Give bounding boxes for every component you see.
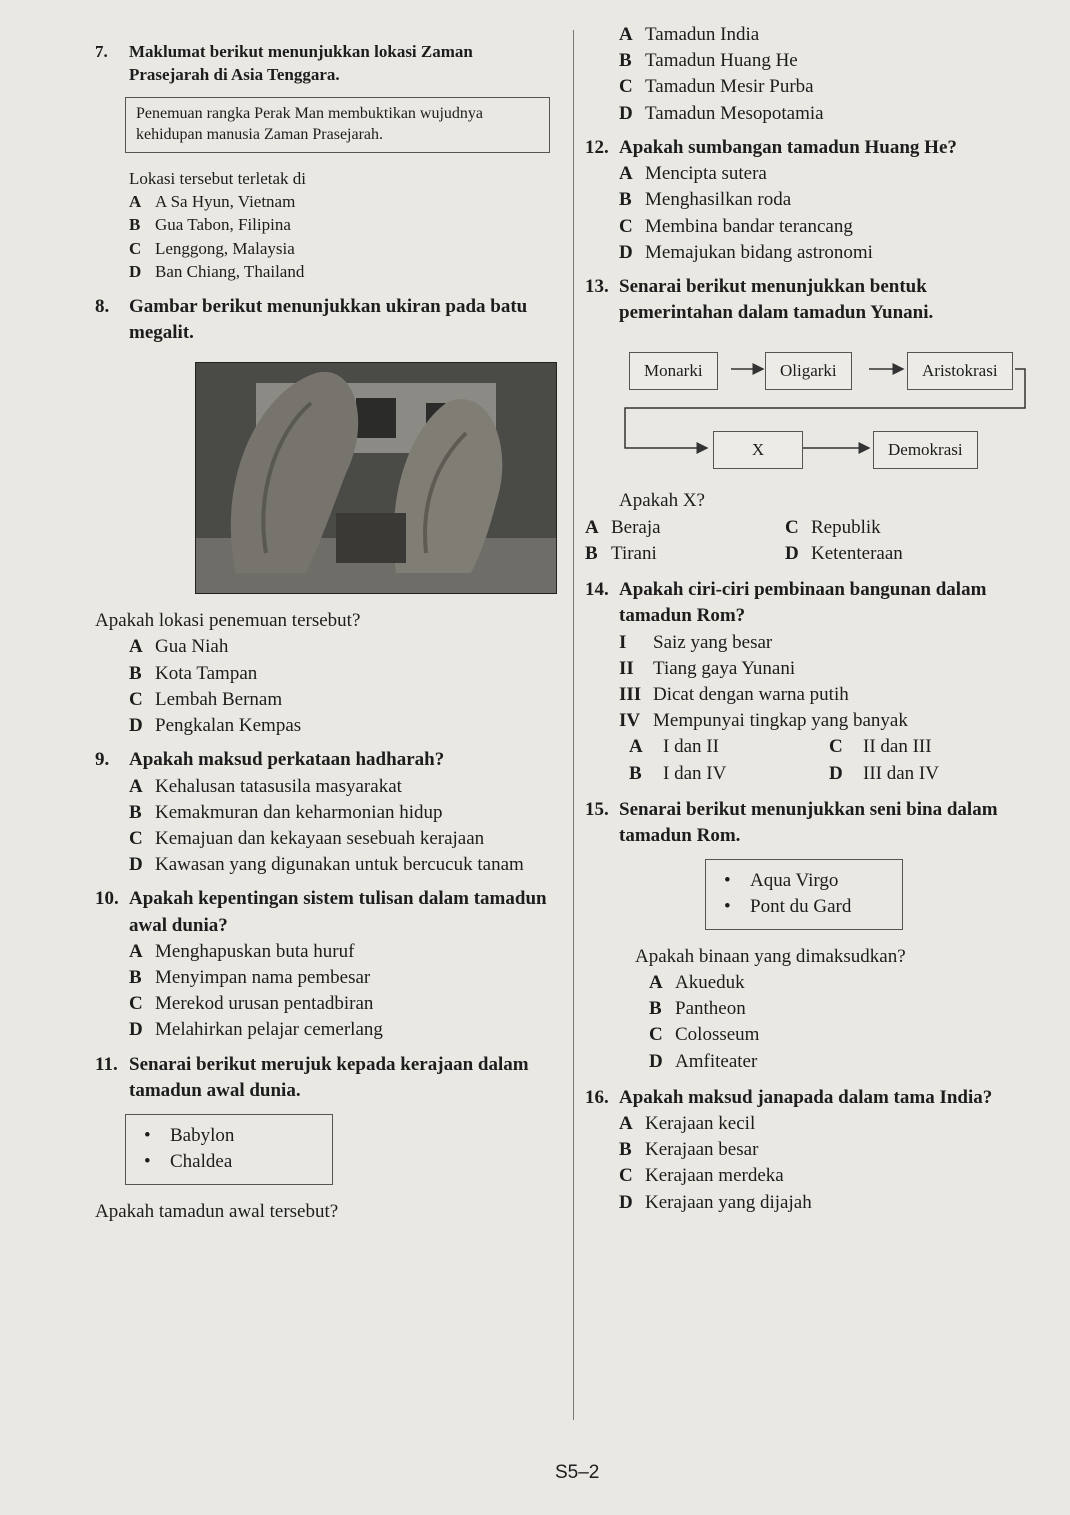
option-c[interactable]: C Colosseum	[649, 1024, 760, 1046]
list-box	[125, 1114, 333, 1184]
option-c[interactable]: C Tamadun Mesir Purba	[619, 76, 814, 98]
megalith-image-icon	[196, 363, 556, 593]
question-number: 12.	[585, 136, 609, 158]
option-d[interactable]: D Ban Chiang, Thailand	[129, 262, 305, 282]
option-a[interactable]: A Kehalusan tatasusila masyarakat	[129, 775, 402, 797]
question-text: Senarai berikut merujuk kepada kerajaan dalam tamadun awal dunia.	[129, 1053, 529, 1101]
option-b[interactable]: B Menyimpan nama pembesar	[129, 967, 371, 989]
option-d[interactable]: D Pengkalan Kempas	[129, 715, 302, 737]
question-number: 7.	[95, 42, 108, 61]
page-number: S5–2	[555, 1462, 600, 1483]
statement-3: III Dicat dengan warna putih	[619, 683, 849, 705]
flow-node-oligarki: Oligarki	[765, 352, 852, 389]
option-b[interactable]: B Kerajaan besar	[619, 1139, 759, 1161]
option-b[interactable]: B Gua Tabon, Filipina	[129, 215, 291, 235]
option-a[interactable]: A A Sa Hyun, Vietnam	[129, 191, 296, 211]
option-a[interactable]: A Tamadun India	[619, 24, 760, 45]
question-stem: Apakah binaan yang dimaksudkan?	[635, 945, 906, 967]
question-number: 11.	[95, 1053, 118, 1075]
option-d[interactable]: D Kerajaan yang dijajah	[619, 1191, 812, 1213]
question-text: Apakah sumbangan tamadun Huang He?	[619, 136, 957, 158]
question-text: Apakah ciri-ciri pembinaan bangunan dalam tamadun Rom?	[619, 579, 987, 627]
statement-1: I Saiz yang besar	[619, 631, 773, 653]
question-stem: Apakah lokasi penemuan tersebut?	[95, 610, 361, 632]
question-text: Apakah kepentingan sistem tulisan dalam tamadun awal dunia?	[129, 888, 547, 936]
question-text: Senarai berikut menunjukkan seni bina dalam tamadun Rom.	[619, 798, 998, 847]
list-item: • Pont du Gard	[724, 894, 884, 920]
flow-node-monarki: Monarki	[629, 352, 718, 389]
megalith-photo	[195, 362, 557, 594]
option-c[interactable]: C Republik	[785, 516, 881, 538]
option-a[interactable]: A Akueduk	[649, 971, 745, 993]
question-text: Apakah maksud perkataan hadharah?	[129, 749, 445, 771]
question-16	[585, 1085, 1035, 1216]
option-b[interactable]: B Menghasilkan roda	[619, 189, 792, 211]
question-7	[95, 40, 550, 284]
question-12	[585, 135, 1035, 266]
right-column	[585, 22, 1035, 1220]
question-14	[585, 577, 1035, 787]
question-text: Apakah maksud janapada dalam tama India?	[619, 1086, 993, 1108]
question-text: Senarai berikut menunjukkan bentuk pemerintahan dalam tamadun Yunani.	[619, 275, 934, 324]
option-d[interactable]: D Kawasan yang digunakan untuk bercucuk tanam	[129, 854, 524, 876]
option-d[interactable]: D Ketenteraan	[785, 542, 903, 564]
statement-2: II Tiang gaya Yunani	[619, 657, 796, 679]
option-b[interactable]: B Tamadun Huang He	[619, 50, 798, 72]
list-item: • Chaldea	[144, 1149, 314, 1175]
option-c[interactable]: C II dan III	[829, 736, 932, 758]
list-item: • Babylon	[144, 1123, 314, 1149]
question-stem: Apakah tamadun awal tersebut?	[95, 1200, 339, 1222]
question-number: 14.	[585, 579, 609, 601]
question-15	[585, 797, 1035, 1075]
option-c[interactable]: C Lenggong, Malaysia	[129, 238, 295, 258]
question-text: Maklumat berikut menunjukkan lokasi Zaman Prasejarah di Asia Tenggara.	[129, 42, 473, 85]
option-a[interactable]: A Mencipta sutera	[619, 163, 767, 185]
question-number: 15.	[585, 798, 609, 820]
option-c[interactable]: C Kemajuan dan kekayaan sesebuah kerajaan	[129, 827, 485, 849]
flow-node-demokrasi: Demokrasi	[873, 431, 978, 468]
option-d[interactable]: D III dan IV	[829, 762, 939, 784]
option-b[interactable]: B I dan IV	[629, 762, 727, 784]
question-text: Gambar berikut menunjukkan ukiran pada batu megalit.	[129, 295, 528, 343]
option-b[interactable]: B Tirani	[585, 542, 657, 564]
government-flow-diagram	[615, 336, 1035, 476]
option-b[interactable]: B Kemakmuran dan keharmonian hidup	[129, 801, 443, 823]
question-number: 8.	[95, 295, 110, 317]
option-c[interactable]: C Membina bandar terancang	[619, 215, 853, 237]
question-8	[95, 294, 550, 740]
left-column	[95, 40, 550, 1229]
question-number: 9.	[95, 749, 110, 771]
option-a[interactable]: A Menghapuskan buta huruf	[129, 940, 355, 962]
flow-node-x: X	[713, 431, 803, 468]
column-divider	[573, 30, 574, 1420]
question-number: 16.	[585, 1086, 609, 1108]
option-d[interactable]: D Melahirkan pelajar cemerlang	[129, 1019, 383, 1041]
option-d[interactable]: D Memajukan bidang astronomi	[619, 241, 873, 263]
option-c[interactable]: C Merekod urusan pentadbiran	[129, 993, 374, 1015]
question-13	[585, 274, 1035, 567]
list-box	[705, 859, 903, 929]
info-box: Penemuan rangka Perak Man membuktikan wujudnya kehidupan manusia Zaman Prasejarah.	[125, 97, 550, 153]
option-a[interactable]: A Kerajaan kecil	[619, 1113, 756, 1134]
option-b[interactable]: B Kota Tampan	[129, 662, 258, 684]
question-9	[95, 747, 550, 878]
question-11-options	[585, 22, 1035, 127]
option-b[interactable]: B Pantheon	[649, 998, 746, 1020]
option-d[interactable]: D Tamadun Mesopotamia	[619, 102, 824, 124]
question-10	[95, 886, 550, 1043]
list-item: • Aqua Virgo	[724, 868, 884, 894]
option-a[interactable]: A Beraja	[585, 516, 661, 538]
flow-node-aristokrasi: Aristokrasi	[907, 352, 1013, 389]
statement-4: IV Mempunyai tingkap yang banyak	[619, 710, 908, 732]
question-number: 10.	[95, 888, 119, 910]
option-a[interactable]: A Gua Niah	[129, 636, 229, 658]
option-a[interactable]: A I dan II	[629, 736, 719, 758]
question-11	[95, 1052, 550, 1225]
question-stem: Apakah X?	[619, 490, 705, 512]
option-d[interactable]: D Amfiteater	[649, 1050, 758, 1072]
option-c[interactable]: C Lembah Bernam	[129, 688, 283, 710]
question-stem: Lokasi tersebut terletak di	[129, 168, 307, 188]
option-c[interactable]: C Kerajaan merdeka	[619, 1165, 784, 1187]
question-number: 13.	[585, 275, 609, 297]
